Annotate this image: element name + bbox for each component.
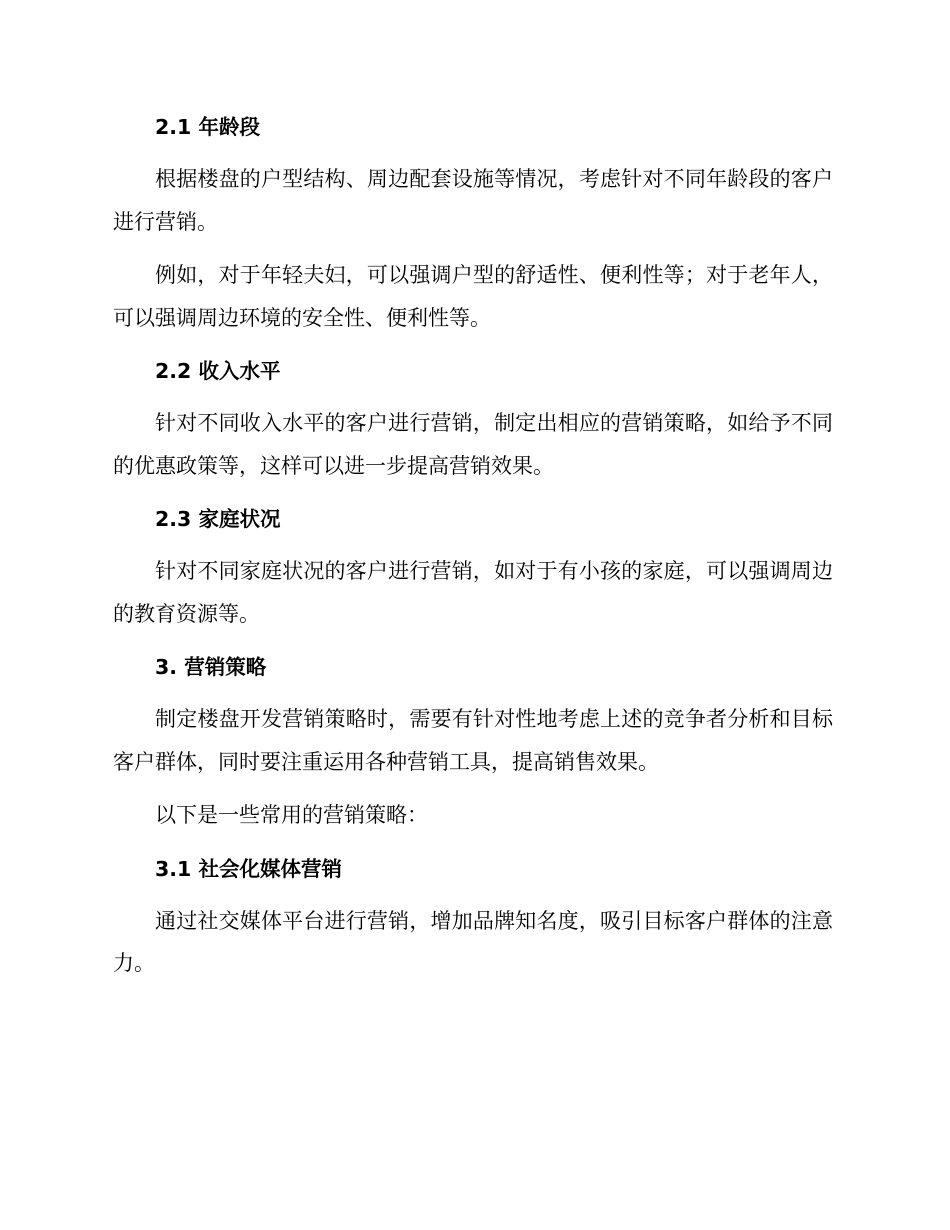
paragraph-marketing-strategy: 制定楼盘开发营销策略时，需要有针对性地考虑上述的竞争者分析和目标客户群体，同时要注重运用各种营销工具，提高销售效果。	[113, 707, 833, 774]
heading-family-status: 2.3 家庭状况	[155, 507, 281, 531]
paragraph-income-level: 针对不同收入水平的客户进行营销，制定出相应的营销策略，如给予不同的优惠政策等，这样可以进一步提高营销效果。	[113, 411, 833, 478]
paragraph-social-media-marketing: 通过社交媒体平台进行营销，增加品牌知名度，吸引目标客户群体的注意力。	[113, 908, 833, 975]
paragraph-common-strategies: 以下是一些常用的营销策略：	[155, 803, 428, 827]
paragraph-age-group-example: 例如，对于年轻夫妇，可以强调户型的舒适性、便利性等；对于老年人，可以强调周边环境的安全性、便利性等。	[113, 263, 833, 330]
paragraph-age-group-intro: 根据楼盘的户型结构、周边配套设施等情况，考虑针对不同年龄段的客户进行营销。	[113, 167, 833, 234]
heading-social-media-marketing: 3.1 社会化媒体营销	[155, 856, 342, 881]
document-body	[113, 106, 833, 985]
heading-income-level: 2.2 收入水平	[155, 359, 281, 383]
heading-marketing-strategy: 3. 营销策略	[155, 655, 267, 679]
heading-age-group: 2.1 年龄段	[155, 115, 260, 139]
paragraph-family-status: 针对不同家庭状况的客户进行营销，如对于有小孩的家庭，可以强调周边的教育资源等。	[113, 559, 833, 626]
